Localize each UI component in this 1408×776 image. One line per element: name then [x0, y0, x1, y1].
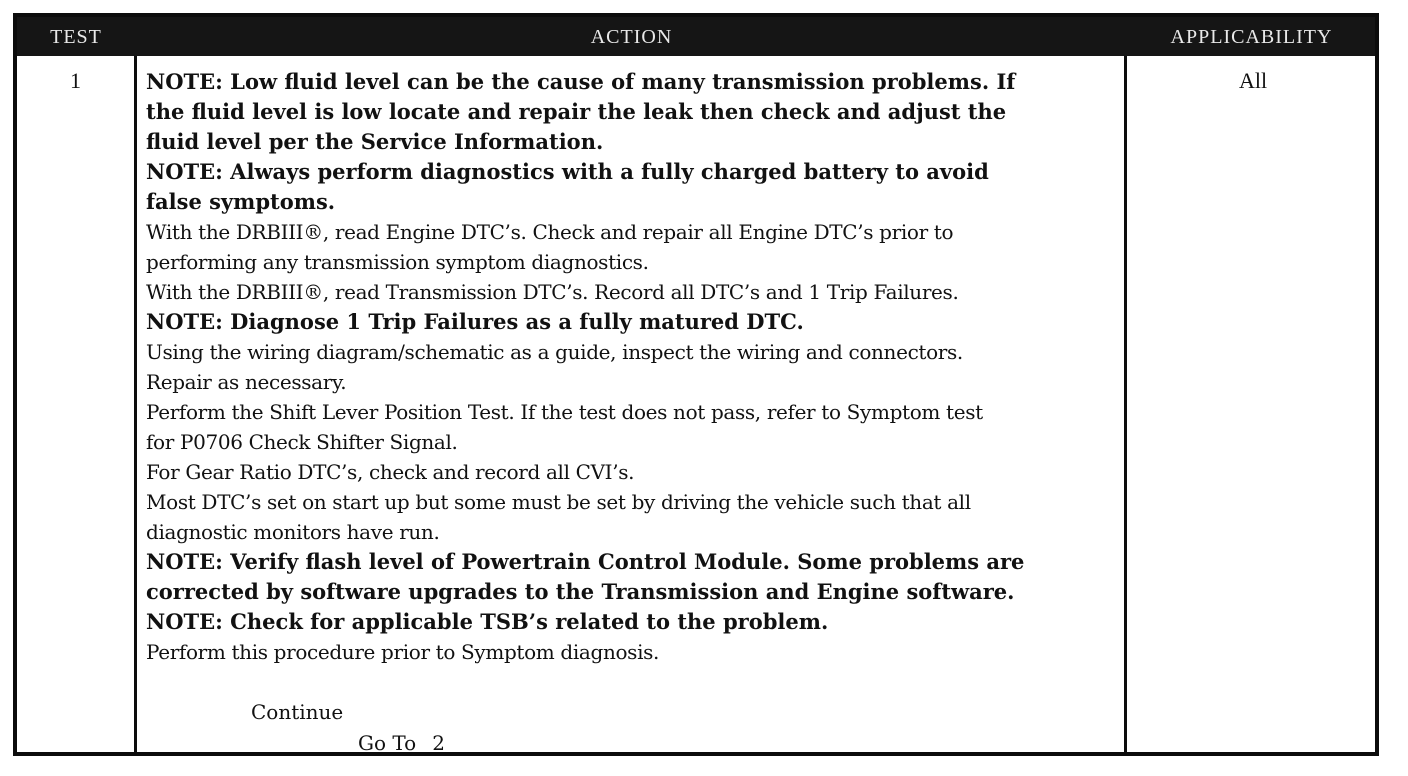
note-line: the fluid level is low locate and repair the leak then check and adjust the	[146, 99, 1007, 124]
note-line: fluid level per the Service Information.	[146, 129, 604, 154]
instruction-line: performing any transmission symptom diagnostics.	[146, 250, 649, 274]
goto-label: Go To	[358, 731, 417, 755]
instruction-line: With the DRBIII®, read Engine DTC’s. Check and repair all Engine DTC’s prior to	[146, 220, 954, 244]
instruction-line: for P0706 Check Shifter Signal.	[146, 430, 458, 454]
goto-instruction[interactable]	[358, 730, 445, 756]
instruction-line: Perform this procedure prior to Symptom diagnosis.	[146, 640, 660, 664]
continue-option[interactable]: Continue	[251, 700, 344, 724]
instruction-line: With the DRBIII®, read Transmission DTC’s. Record all DTC’s and 1 Trip Failures.	[146, 280, 959, 304]
table-header	[17, 17, 1375, 56]
test-number: 1	[70, 68, 81, 93]
column-divider	[134, 56, 137, 752]
header-applicability: APPLICABILITY	[1170, 26, 1333, 48]
note-line: false symptoms.	[146, 189, 336, 214]
goto-target: 2	[432, 731, 445, 755]
note-line: NOTE: Always perform diagnostics with a fully charged battery to avoid	[146, 159, 989, 184]
header-test: TEST	[50, 26, 102, 48]
applicability-value: All	[1238, 68, 1268, 93]
note-line: NOTE: Low fluid level can be the cause of many transmission problems. If	[146, 69, 1016, 94]
note-line: NOTE: Diagnose 1 Trip Failures as a fully matured DTC.	[146, 309, 804, 334]
note-line: NOTE: Check for applicable TSB’s related to the problem.	[146, 609, 829, 634]
diagnostic-test-table	[13, 13, 1379, 756]
note-line: corrected by software upgrades to the Transmission and Engine software.	[146, 579, 1015, 604]
instruction-line: diagnostic monitors have run.	[146, 520, 440, 544]
column-divider	[1124, 56, 1127, 752]
action-cell	[146, 67, 1121, 755]
note-line: NOTE: Verify flash level of Powertrain Control Module. Some problems are	[146, 549, 1025, 574]
instruction-line: Most DTC’s set on start up but some must be set by driving the vehicle such that all	[146, 490, 971, 514]
instruction-line: Perform the Shift Lever Position Test. If the test does not pass, refer to Symptom test	[146, 400, 983, 424]
action-text	[146, 67, 1121, 667]
header-action: ACTION	[590, 26, 673, 48]
instruction-line: Repair as necessary.	[146, 370, 347, 394]
instruction-line: For Gear Ratio DTC’s, check and record all CVI’s.	[146, 460, 635, 484]
instruction-line: Using the wiring diagram/schematic as a guide, inspect the wiring and connectors.	[146, 340, 963, 364]
